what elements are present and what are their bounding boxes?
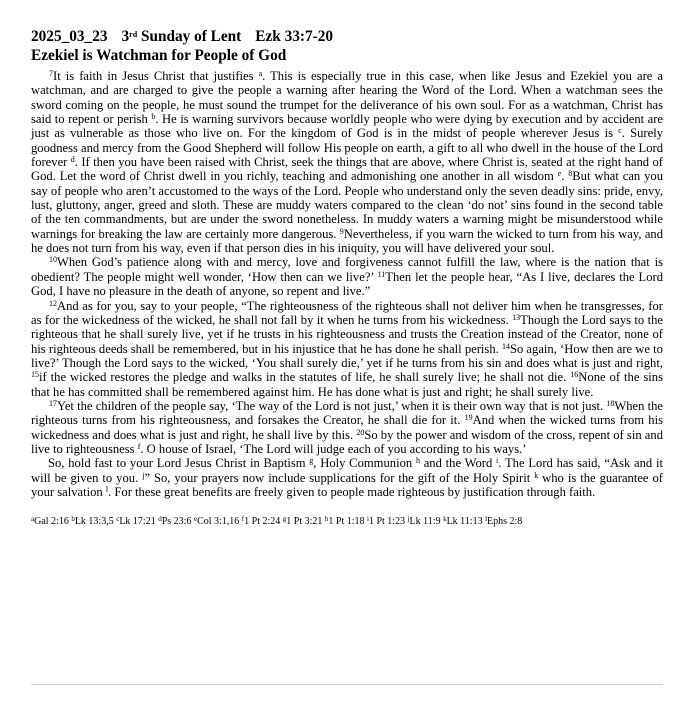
paragraph — [31, 399, 663, 456]
footnote-reference: Lk 13:3,5 — [74, 516, 114, 528]
footnote-item — [31, 516, 69, 527]
paragraph — [31, 299, 663, 399]
footnote-marker: e — [557, 169, 562, 179]
text-run: . The Lord has said, “Ask and it will be given to you. — [31, 456, 663, 485]
text-run: None of the sins that he has committed shall be remembered against him. He has done what is just and right; he shall surely live. — [31, 370, 663, 399]
footnote-marker: h — [415, 456, 420, 466]
footnote-mark: l — [485, 515, 488, 524]
footnote-item — [242, 516, 280, 527]
footnote-marker: a — [258, 69, 263, 78]
sermon-title: Ezekiel is Watchman for People of God — [31, 47, 287, 64]
footnote-reference: Ps 23:6 — [161, 516, 192, 528]
text-run: So, hold fast to your Lord Jesus Christ in Baptism — [48, 456, 310, 471]
occasion-ordinal-suffix: rd — [129, 30, 138, 39]
text-run: Nevertheless, if you warn the wicked to turn from his way, and he does not turn from his way, even if that person dies in his iniquity, you will have delivered your soul. — [31, 226, 664, 256]
text-run: . — [561, 169, 569, 184]
footnote-reference: Ephs 2:8 — [487, 516, 523, 528]
text-run: And as for you, say to your people, “The righteousness of the righteous shall not deliver him when he transgresses, for as for the wickedness of the wicked, he shall not fall by it when he turns from his wickedness. — [31, 298, 663, 327]
text-run: Then let the people hear, “As I live, declares the Lord God, I have no pleasure in the death of anyone, so repent and live.” — [31, 269, 663, 299]
footnote-mark: j — [407, 515, 410, 524]
footnote-marker: f — [137, 441, 141, 451]
footnote-reference: Col 3:1,16 — [197, 516, 240, 528]
footnote-mark: h — [324, 515, 329, 524]
verse-number: 15 — [31, 370, 39, 380]
text-run: ” So, your prayers now include supplications for the gift of the Holy Spirit — [144, 470, 535, 485]
footnote-reference: 1 Pt 1:23 — [368, 516, 406, 528]
footnote-reference: Gal 2:16 — [34, 516, 69, 528]
verse-number: 19 — [464, 413, 473, 423]
text-run: When God’s patience along with and mercy, love and forgiveness cannot fulfill the law, where is the nation that is obedient? The people might well wonder, ‘How then can we live?’ — [31, 255, 663, 284]
verse-number: 17 — [49, 398, 57, 408]
footnote-mark: d — [158, 515, 162, 524]
footnote-item — [325, 516, 365, 527]
text-run: . For these great benefits are freely given to people made righteous by justification through faith. — [108, 484, 596, 499]
text-run: So by the power and wisdom of the cross, repent of sin and live to righteousness — [31, 427, 663, 456]
text-run: And when the wicked turns from his wickedness and does what is just and right, he shall live by this. — [31, 413, 663, 442]
verse-number: 11 — [377, 269, 386, 279]
footnote-reference: 1 Pt 2:24 — [244, 516, 281, 528]
footnote-reference: 1 Pt 1:18 — [328, 516, 365, 528]
footnote-marker: d — [70, 155, 75, 165]
document-heading — [31, 27, 663, 65]
footnote-mark: a — [31, 515, 35, 524]
text-run: It is faith in Jesus Christ that justifies — [53, 69, 259, 83]
text-run: . This is especially true in this case, when like Jesus and Ezekiel you are a watchman, and are charged to give the people a warning after hearing the Word of the Lord. When a watchman sees the sword coming on the people, he must sound the trumpet for the deliverance of his own soul. For as a watchman, Christ has said to repent or perish — [31, 69, 663, 127]
verse-number: 16 — [570, 370, 579, 380]
footnote-item — [443, 516, 483, 527]
footnote-mark: k — [443, 515, 447, 524]
footnote-marker: i — [496, 456, 499, 466]
footnote-mark: e — [193, 515, 198, 524]
footnote-reference: Lk 17:21 — [119, 516, 156, 528]
verse-number: 13 — [512, 312, 521, 322]
text-run: and the Word — [419, 456, 497, 471]
footnote-marker: c — [618, 126, 622, 136]
footnote-marker: g — [309, 456, 314, 466]
footnote-item — [283, 516, 323, 527]
footnote-item — [71, 516, 113, 527]
footnote-reference: Lk 11:13 — [446, 516, 483, 528]
footnote-marker: j — [142, 470, 145, 480]
footnote-marker: l — [105, 484, 109, 494]
verse-number: 14 — [501, 341, 510, 351]
footnote-mark: c — [116, 515, 120, 524]
verse-number: 12 — [49, 298, 57, 308]
verse-number: 9 — [339, 226, 344, 236]
footnotes — [31, 515, 663, 528]
footnote-item — [485, 516, 522, 527]
text-run: When the righteous turns from his righteousness, and forsakes the Creator, he shall die for it. — [31, 398, 663, 428]
occasion-name: Sunday of Lent — [140, 28, 242, 45]
verse-number: 7 — [49, 69, 53, 78]
text-run: Yet the children of the people say, ‘The way of the Lord is not just,’ when it is their own way that is not just. — [57, 398, 607, 413]
occasion-ordinal: 3 — [121, 28, 130, 45]
text-run: Though the Lord says to the righteous that he shall surely live, yet if he trusts in his righteousness and trusts the Creation instead of the Creator, none of his righteous deeds shall be remembered, but in his injustice that he has done he shall perish. — [31, 312, 664, 356]
text-run: . If then you have been raised with Christ, seek the things that are above, where Christ is, seated at the right hand of God. Let the word of Christ dwell in you richly, teaching and admonishing one another in all wisdom — [31, 155, 663, 184]
footnote-item — [194, 516, 239, 527]
verse-number: 18 — [606, 398, 615, 408]
paragraph — [31, 456, 663, 499]
sermon-body — [31, 69, 663, 499]
footnote-item — [408, 516, 441, 527]
sermon-date: 2025_03_23 — [31, 28, 108, 45]
footnote-mark: b — [71, 515, 75, 524]
footnote-marker: b — [151, 112, 156, 122]
paragraph — [31, 69, 663, 255]
bottom-rule — [31, 684, 663, 685]
text-run: But what can you say of people who aren’t accustomed to the ways of the Lord. People who understand only the seven deadly sins: pride, envy, lust, gluttony, anger, greed and sloth. These are muddy waters compared to the clean ‘do not’ sins found in the second table of the ten commandments, but are under the sword nonetheless. In muddy waters a warning might be misunderstood while warnings for breaking the law are certainly more dangerous. — [31, 169, 663, 241]
footnote-reference: 1 Pt 3:21 — [286, 516, 323, 528]
text-run: . Surely goodness and mercy from the Good Shepherd will follow His people on earth, a gift to all who dwell in the house of the Lord forever — [31, 126, 663, 170]
text-run: , Holy Communion — [313, 456, 416, 471]
heading-line — [31, 27, 663, 46]
footnote-item — [158, 516, 191, 527]
verse-number: 8 — [568, 169, 573, 179]
scripture-reference: Ezk 33:7-20 — [255, 28, 334, 45]
footnote-mark: f — [241, 515, 245, 524]
footnote-mark: g — [282, 515, 287, 524]
verse-number: 10 — [49, 255, 57, 265]
footnote-mark: i — [367, 515, 369, 524]
text-run: . O house of Israel, ‘The Lord will judge each of you according to his ways.’ — [140, 441, 527, 456]
occasion — [121, 28, 241, 45]
text-run: if the wicked restores the pledge and walks in the statutes of life, he shall surely live; he shall not die. — [39, 370, 571, 385]
footnote-marker: k — [534, 470, 539, 480]
text-run: . He is warning survivors because worldly people who were dying by execution and by accident are just as vulnerable as those who live on. For the kingdom of God is in the midst of people wherever Jesus is — [31, 112, 664, 141]
verse-number: 20 — [356, 427, 365, 437]
footnote-item — [367, 516, 405, 527]
paragraph — [31, 255, 663, 298]
text-run: So again, ‘How then are we to live?’ Though the Lord says to the wicked, ‘You shall surely die,’ yet if he turns from his sin and does what is just and right, — [31, 341, 663, 370]
text-run: who is the guarantee of your salvation — [31, 470, 663, 499]
footnote-item — [116, 516, 156, 527]
footnote-reference: Lk 11:9 — [409, 516, 441, 528]
